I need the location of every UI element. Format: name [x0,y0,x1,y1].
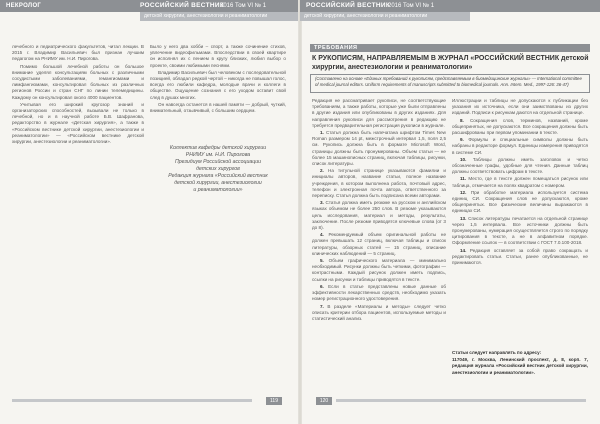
left-column-2 [150,44,286,140]
paragraph: 1. Статья должна быть напечатана шрифтом Times New Roman размером 14 pt, межстрочный интервал 1,5, поля 2,5 см. Рукопись должна быть в формате Microsoft Word, страницы должны быть пронумерованы. Объем статьи — не более 15 машинописных страниц, включая таблицы, рисунки, список литературы. [312,130,446,167]
signature-line: и реаниматологии» [193,187,243,193]
paragraph: лечебного и педиатрического факультетов, читал лекции. В 2015 г. Владимир Васильевич был признан лучшим педагогом на РНИМУ им. Н.И. Пирогова. [12,44,144,62]
right-subtitle-bar: детской хирургии, анестезиологии и реаниматологии [300,12,470,21]
signature-line: детской хирургии, анестезиологии [174,180,262,186]
right-page [300,0,600,424]
paragraph: 10. Таблицы должны иметь заголовок и четко обозначенные графы, удобные для чтения. Данные таблиц должны соответствовать цифрам в тексте. [452,156,588,175]
page-number-left: 119 [266,397,282,405]
obituary-signature [150,145,286,194]
paragraph: 12. При обработке материала используется система единиц СИ. Сокращения слов не допускаются, кроме общепринятых. Все физические величины выражаются в единицах СИ. [452,189,588,214]
right-footer-strip [336,399,586,402]
paragraph: 6. Если в статье представлены новые данные об эффективности лекарственных средств, необходимо указать номер регистрационного удостоверения. [312,283,446,302]
signature-line: Президиум Российской ассоциации [174,159,262,165]
paragraph: Было у него два хобби – спорт, а также сочинение стихов, увлечение видеофильмами. Впоследствии в своей квартире он исполнял их с пением в кругу близких, любил выбор о проекте, своими любимыми песнями. [150,44,286,68]
left-column-1 [12,44,144,209]
paragraph: 4. Рекомендуемый объем оригинальной работы не должен превышать 12 страниц, включая таблицы и список литературы, обзорных статей — 15 страниц, описание клинических наблюдений — 5 страниц. [312,232,446,256]
paragraph: Иллюстрации и таблицы не допускаются к публикации без указания их источника, если они заимствованы из других изданий. Подписи к рисункам даются на отдельной странице. [452,98,588,116]
left-subtitle-bar: детской хирургии, анестезиологии и реаниматологии [140,12,300,21]
paragraph: 8. Сокращения слов, терминов, названий, кроме общепринятых, не допускаются. Все сокращения должны быть расшифрованы при первом упоминании в тексте. [452,117,588,136]
left-header-bar [0,0,300,12]
paragraph: 11. Место, где в тексте должен помещаться рисунок или таблица, отмечается на полях квадратом с номером. [452,176,588,188]
paragraph: Учитывая его широкий кругозор знаний и организаторских способностей, вызывали не только в лечебной, но и в научной работе Б.В. Шафранова, редакторство в журнале «Детская хирургия», а также в «Российском вестнике детской хирургии, анестезиологии и реаниматологии» — «Российском вестнике детской хирургии, анестезиологии и реаниматологии». [12,101,144,145]
signature-line: Редакция журнала «Российский вестник [168,173,268,179]
section-heading: ТРЕБОВАНИЯ [310,44,590,52]
signature-line: детских хирургов [196,166,240,172]
paragraph: Владимир Васильевич был человеком с последовательной позицией, обладал редкой чертой – никогда не повышал голос, всегда его любили кафедра, молодые врачи и коллеги в обществе. Ощущение сознания с его уходом оставит свой след в душах многих. [150,69,286,100]
signature-line: РНИМУ им. Н.И. Пирогова [185,152,251,158]
section-label: НЕКРОЛОГ [6,3,42,9]
paragraph: 2. На титульной странице указываются фамилии и инициалы авторов, название статьи, полное название учреждения, в котором выполнена работа, почтовый адрес, телефон и электронная почта автора, ответственного за переписку. Статья должна быть подписана всеми авторами. [312,168,446,199]
page-number-right: 120 [316,397,332,405]
address-text: 117049, г. Москва, Ленинский проспект, д. 8, корп. 7, редакция журнала «Российский вестник детской хирургии, анестезиологии и реаниматологии». [452,357,588,375]
journal-volume: 2016 Том VI № 1 [220,3,267,9]
paragraph: 3. Статья должна иметь резюме на русском и английском языках объемом не более 250 слов. В резюме указываются цель исследования, материал и методы, результаты, заключение. После резюме приводятся ключевые слова (от 3 до 8). [312,200,446,231]
paragraph: 14. Редакция оставляет за собой право сокращать и редактировать статьи. Статьи, ранее опубликованные, не принимаются. [452,247,588,266]
journal-volume: 2016 Том VI № 1 [388,3,435,9]
journal-name: РОССИЙСКИЙ ВЕСТНИК [140,2,225,9]
paragraph: 5. Объем графического материала — минимально необходимый. Рисунки должны быть четкими, фотографии — контрастными. Каждый рисунок должен иметь подпись, ссылки на рисунки и таблицы приводятся в тексте. [312,258,446,282]
paragraph: Редакция не рассматривает рукописи, не соответствующие требованиям, а также работы, которые уже были отправлены в другие издания или опубликованы в других изданиях. Для направления рукописи для рассмотрения в редакцию не требуется предварительная регистрация рукописи в журнале. [312,98,446,128]
right-column-2 [452,98,588,346]
right-header-bar [300,0,600,12]
paragraph: 7. В разделе «Материалы и методы» следует четко описать критерии отбора пациентов, используемые методы и статистический анализ. [312,303,446,321]
address-label: Статьи следует направлять по адресу: [452,350,542,355]
paragraph: Он навсегда останется в нашей памяти — добрый, чуткий, внимательный, отзывчивый, с большим сердцем. [150,101,286,114]
paragraph: Помимо большой лечебной работы он большое внимание уделял консультациям больных с различными сосудистыми заболеваниями, гемангиомами и лимфангиомами, консультировал больных из различных регионов России и стран СНГ по линии телемедицины. Каждому он консультировал около 4000 пациентов. [12,63,144,100]
signature-line: Коллектив кафедры детской хирургии [169,145,267,151]
abstract-box: (Составлено на основе «Единых требований к рукописям, представляемым в биомедицинские журналы» — International committee of medical journal editors. Uniform requirements of manuscripts submitted to biomedical journals. Ann. Intern. Med., 1997-126: 36-47) [310,74,590,93]
journal-name: РОССИЙСКИЙ ВЕСТНИК [306,2,391,9]
article-title: К РУКОПИСЯМ, НАПРАВЛЯЕМЫМ В ЖУРНАЛ «РОССИЙСКИЙ ВЕСТНИК детской хирургии, анестезиологии и реаниматологии» [312,55,589,71]
right-column-1 [312,98,446,394]
left-footer-strip [12,399,252,402]
submission-address [452,350,588,390]
paragraph: 13. Список литературы печатается на отдельной странице через 1,5 интервала. Все источники должны быть пронумерованы, нумерация осуществляется строго по порядку цитирования в тексте, а не в алфавитном порядке. Оформление ссылок — в соответствии с ГОСТ 7.0.100-2018. [452,215,588,246]
paragraph: 9. Формулы и специальные символы должны быть набраны в редакторе формул. Единицы измерения приводятся в системе СИ. [452,137,588,155]
